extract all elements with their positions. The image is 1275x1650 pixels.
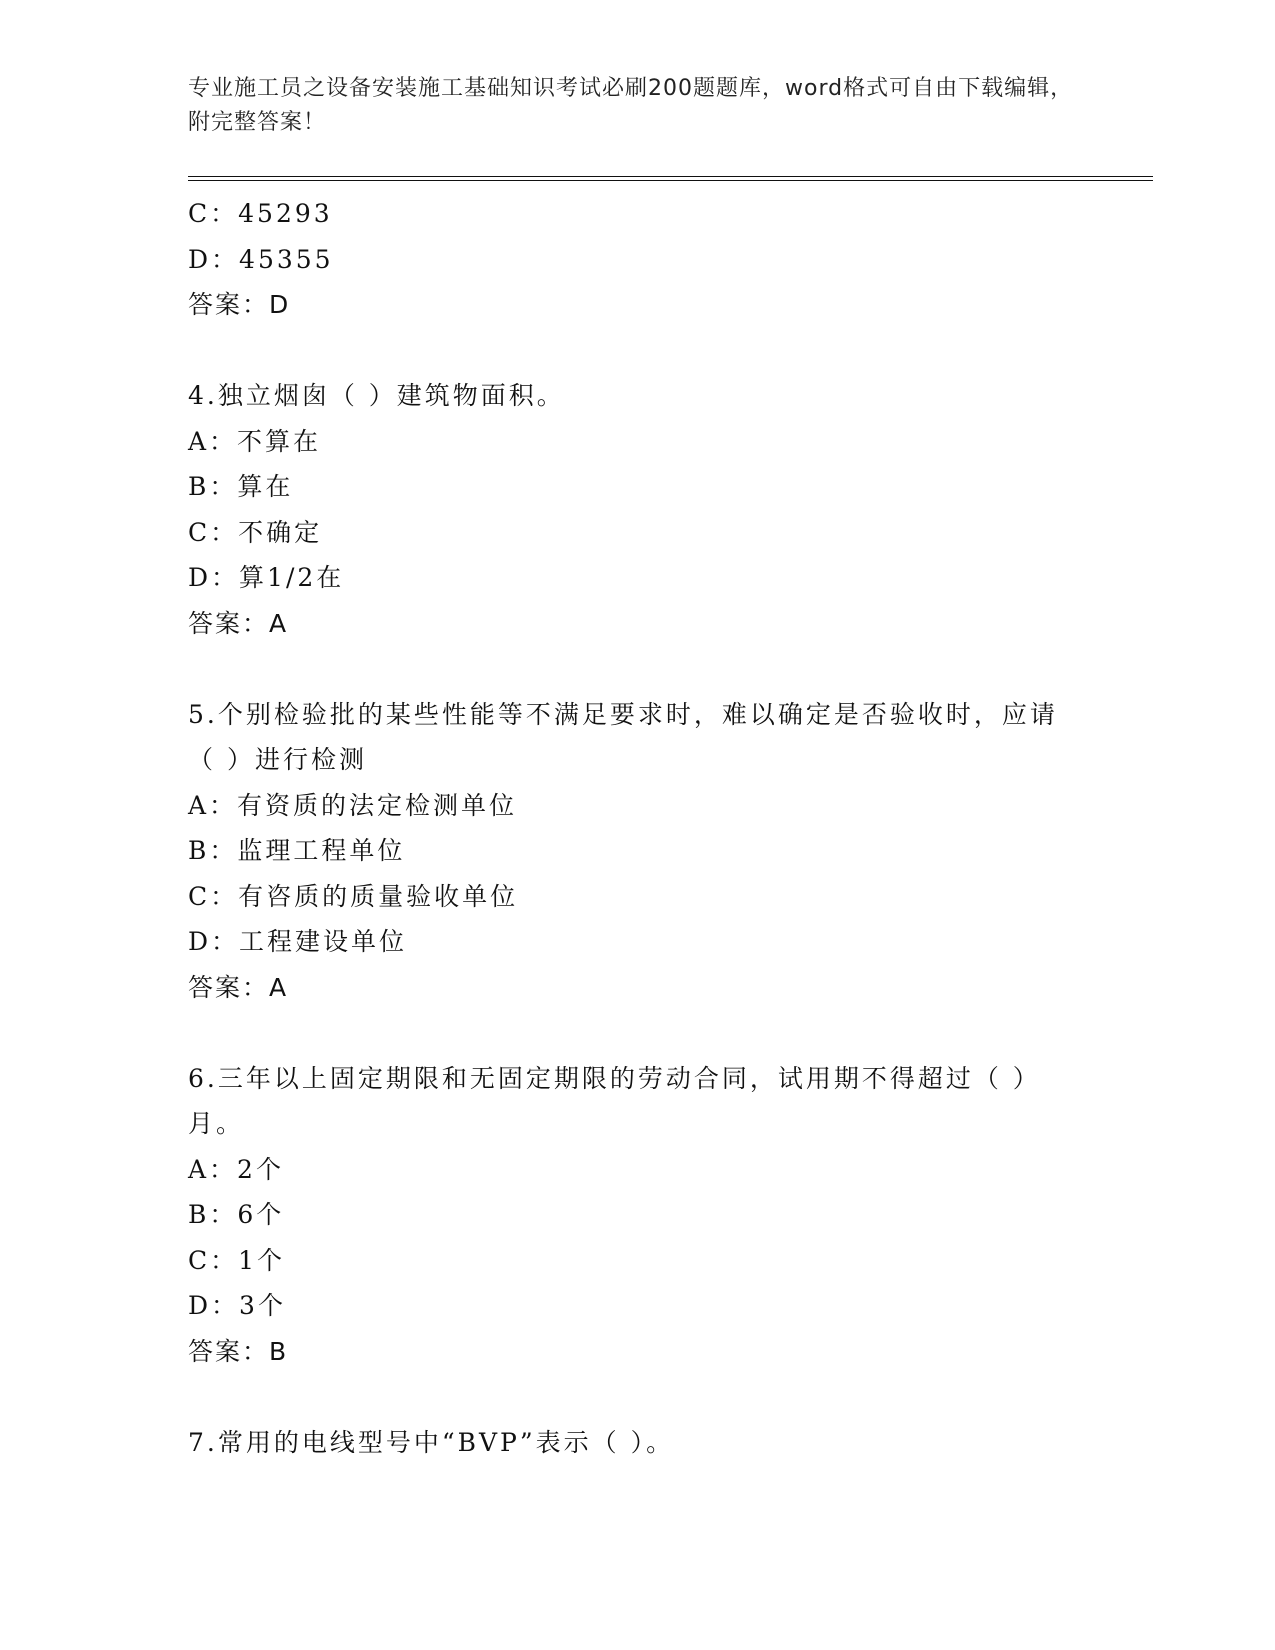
option-c: C：不确定 [188,517,323,547]
option-c: C：45293 [188,199,333,228]
question-3-tail [188,191,1068,328]
question-list [188,191,1068,1465]
option-b: B：6个 [188,1200,285,1229]
question-7 [188,1420,1068,1466]
question-6 [188,1056,1068,1375]
answer: 答案：B [188,1336,289,1366]
question-text: 5.个别检验批的某些性能等不满足要求时，难以确定是否验收时，应请（ ）进行检测 [188,699,1058,774]
answer: 答案：A [188,608,289,638]
question-text: 4.独立烟囱（ ）建筑物面积。 [188,381,565,410]
option-d: D：45355 [188,244,334,274]
header-divider-top [188,176,1153,177]
document-header: 专业施工员之设备安装施工基础知识考试必刷200题题库，word格式可自由下载编辑，附完整答案！ [188,76,1074,135]
option-c: C：1个 [188,1245,286,1275]
question-text: 6.三年以上固定期限和无固定期限的劳动合同，试用期不得超过（ ）月。 [188,1063,1041,1138]
header-divider-bottom [188,180,1153,181]
option-d: D：3个 [188,1291,286,1320]
option-a: A：有资质的法定检测单位 [188,790,518,820]
question-text: 7.常用的电线型号中“BVP”表示（ ）。 [188,1427,675,1457]
option-a: A：2个 [188,1154,284,1184]
option-d: D：工程建设单位 [188,927,408,956]
option-c: C：有咨质的质量验收单位 [188,881,519,911]
option-b: B：算在 [188,472,294,501]
answer: 答案：A [188,972,289,1002]
option-d: D：算1/2在 [188,563,345,592]
option-a: A：不算在 [188,426,322,456]
question-4 [188,373,1068,646]
answer: 答案：D [188,290,291,319]
option-b: B：监理工程单位 [188,836,406,865]
question-5 [188,692,1068,1011]
